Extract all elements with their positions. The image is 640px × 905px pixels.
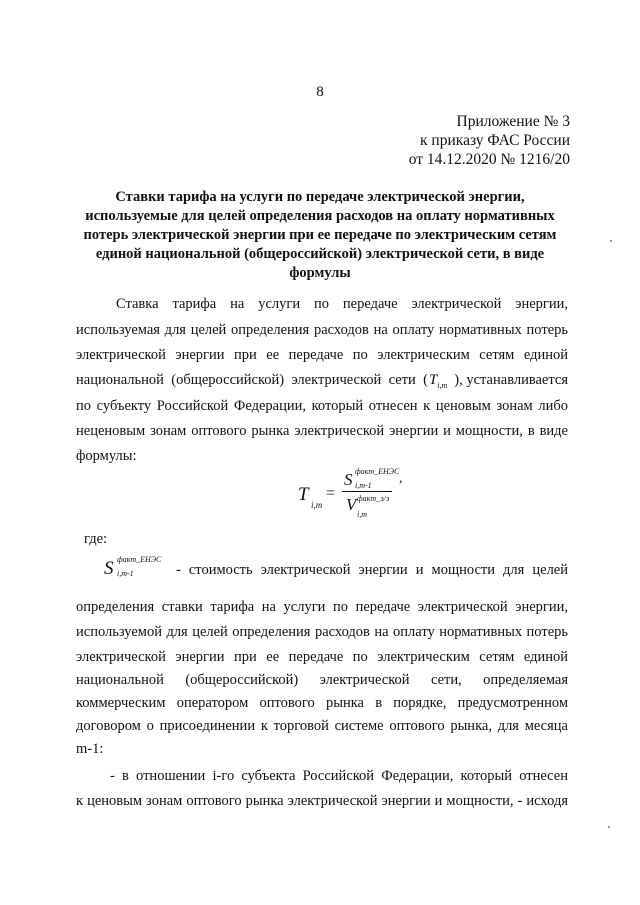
paragraph-1-line-4-start <box>76 372 428 390</box>
paragraph-1-line-2: используемая для целей определения расходов на оплату нормативных потерь <box>76 322 568 338</box>
definition-S-sub: i,m-1 <box>117 569 134 578</box>
inline-tariff-sub: i,m <box>437 381 448 390</box>
definition-symbol <box>104 555 174 584</box>
formula-S-sub: i,m-1 <box>355 481 372 490</box>
paragraph-1-line-4 <box>76 372 568 390</box>
definition-line-6: коммерческим оператором оптового рынка в порядке, предусмотренном <box>76 695 568 711</box>
paragraph-1-line-7: формулы: <box>76 448 137 464</box>
definition-line-8: m-1: <box>76 741 104 757</box>
item-1-line-1: - в отношении i-го субъекта Российской Федерации, который отнесен <box>110 768 568 784</box>
definition-line-2: определения ставки тарифа на услуги по передаче электрической энергии, <box>76 599 568 615</box>
paragraph-1-line-4-text-b: ), устанавливается <box>454 372 568 388</box>
scan-speck <box>610 240 612 242</box>
paragraph-1-line-4-text-a: национальной (общероссийской) электрической сети ( <box>76 372 428 388</box>
appendix-line-3: от 14.12.2020 № 1216/20 <box>408 151 570 168</box>
inline-tariff-T: T <box>428 372 438 388</box>
inline-tariff-symbol <box>428 372 448 390</box>
formula-V: V <box>346 495 357 514</box>
definition-line-1: - стоимость электрической энергии и мощности для целей <box>176 562 568 578</box>
formula-comma: , <box>399 471 403 486</box>
formula-V-sup: факт_э/э <box>357 494 390 503</box>
document-title: Ставки тарифа на услуги по передаче электрической энергии, используемые для целей определения расходов на оплату нормативных потерь электрической энергии при ее передаче по электрическим сетям единой национальной (общероссийской) электрической сети, в виде формулы <box>83 189 557 281</box>
formula-V-sub: i,m <box>357 510 367 519</box>
formula-T: T <box>298 484 309 505</box>
formula-T-sub: i,m <box>311 500 323 510</box>
formula-equals: = <box>326 485 336 502</box>
appendix-header <box>409 112 570 169</box>
appendix-line-1: Приложение № 3 <box>456 113 570 130</box>
formula-S-sup: факт_ЕНЭС <box>355 467 400 476</box>
page-number: 8 <box>316 84 324 100</box>
item-1-line-2: к ценовым зонам оптового рынка электрической энергии и мощности, - исходя <box>76 793 568 809</box>
paragraph-1-line-3: электрической энергии при ее передаче по электрическим сетям единой <box>76 347 568 363</box>
definition-line-5: национальной (общероссийской) электрической сети, определяемая <box>76 672 568 688</box>
definition-line-4: электрической энергии при ее передаче по электрическим сетям единой <box>76 649 568 665</box>
appendix-line-2: к приказу ФАС России <box>420 132 570 149</box>
paragraph-1-line-6: неценовым зонам оптового рынка электрической энергии и мощности, в виде <box>76 423 568 439</box>
paragraph-1-line-1: Ставка тарифа на услуги по передаче электрической энергии, <box>116 296 568 312</box>
definition-line-7: договором о присоединении к торговой системе оптового рынка, для месяца <box>76 718 568 734</box>
fraction-bar <box>342 491 392 492</box>
where-label: где: <box>84 531 108 547</box>
paragraph-1-line-5: по субъекту Российской Федерации, который отнесен к ценовым зонам либо <box>76 398 568 414</box>
definition-S-sup: факт_ЕНЭС <box>117 555 162 564</box>
definition-S: S <box>104 558 114 579</box>
definition-line-3: используемой для целей определения расходов на оплату нормативных потерь <box>76 624 568 640</box>
tariff-formula <box>298 467 428 524</box>
scan-speck <box>608 826 610 828</box>
formula-S: S <box>344 470 353 489</box>
